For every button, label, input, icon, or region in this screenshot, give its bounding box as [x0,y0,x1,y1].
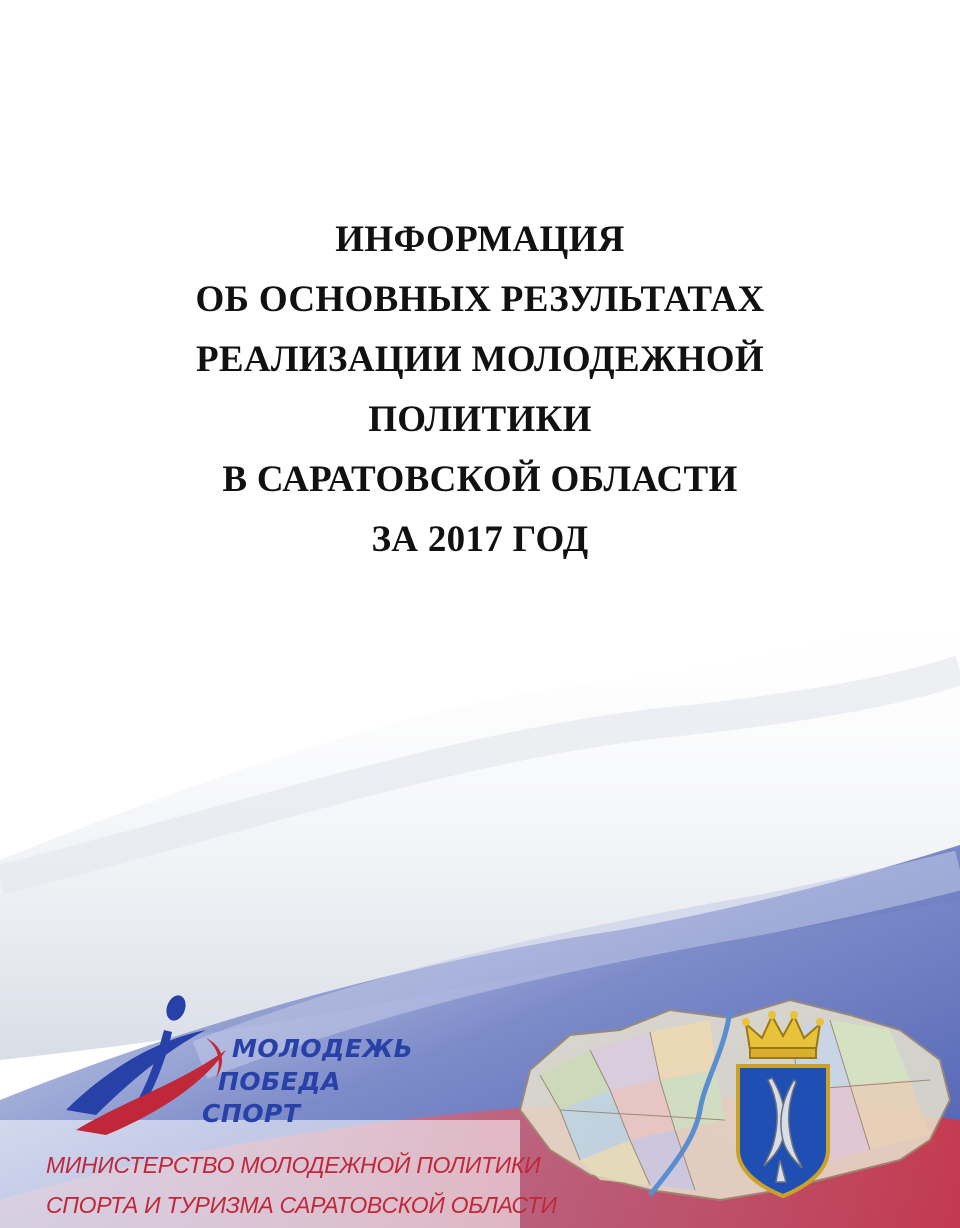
title-line: РЕАЛИЗАЦИИ МОЛОДЕЖНОЙ [196,339,764,380]
title-line: ОБ ОСНОВНЫХ РЕЗУЛЬТАТАХ [195,279,765,320]
logo-word-sport: СПОРТ [202,1099,301,1128]
logo-word-victory: ПОБЕДА [218,1067,341,1096]
title-line: ЗА 2017 ГОД [371,519,589,560]
saratov-coat-of-arms-icon [728,1010,838,1200]
title-line: В САРАТОВСКОЙ ОБЛАСТИ [222,459,738,500]
title-line: ПОЛИТИКИ [368,399,592,440]
ministry-name-line: СПОРТА И ТУРИЗМА САРАТОВСКОЙ ОБЛАСТИ [46,1192,557,1218]
logo-word-youth: МОЛОДЕЖЬ [232,1034,414,1063]
document-title [0,210,960,570]
ministry-name-line: МИНИСТЕРСТВО МОЛОДЕЖНОЙ ПОЛИТИКИ [46,1152,541,1178]
title-line: ИНФОРМАЦИЯ [335,219,625,260]
